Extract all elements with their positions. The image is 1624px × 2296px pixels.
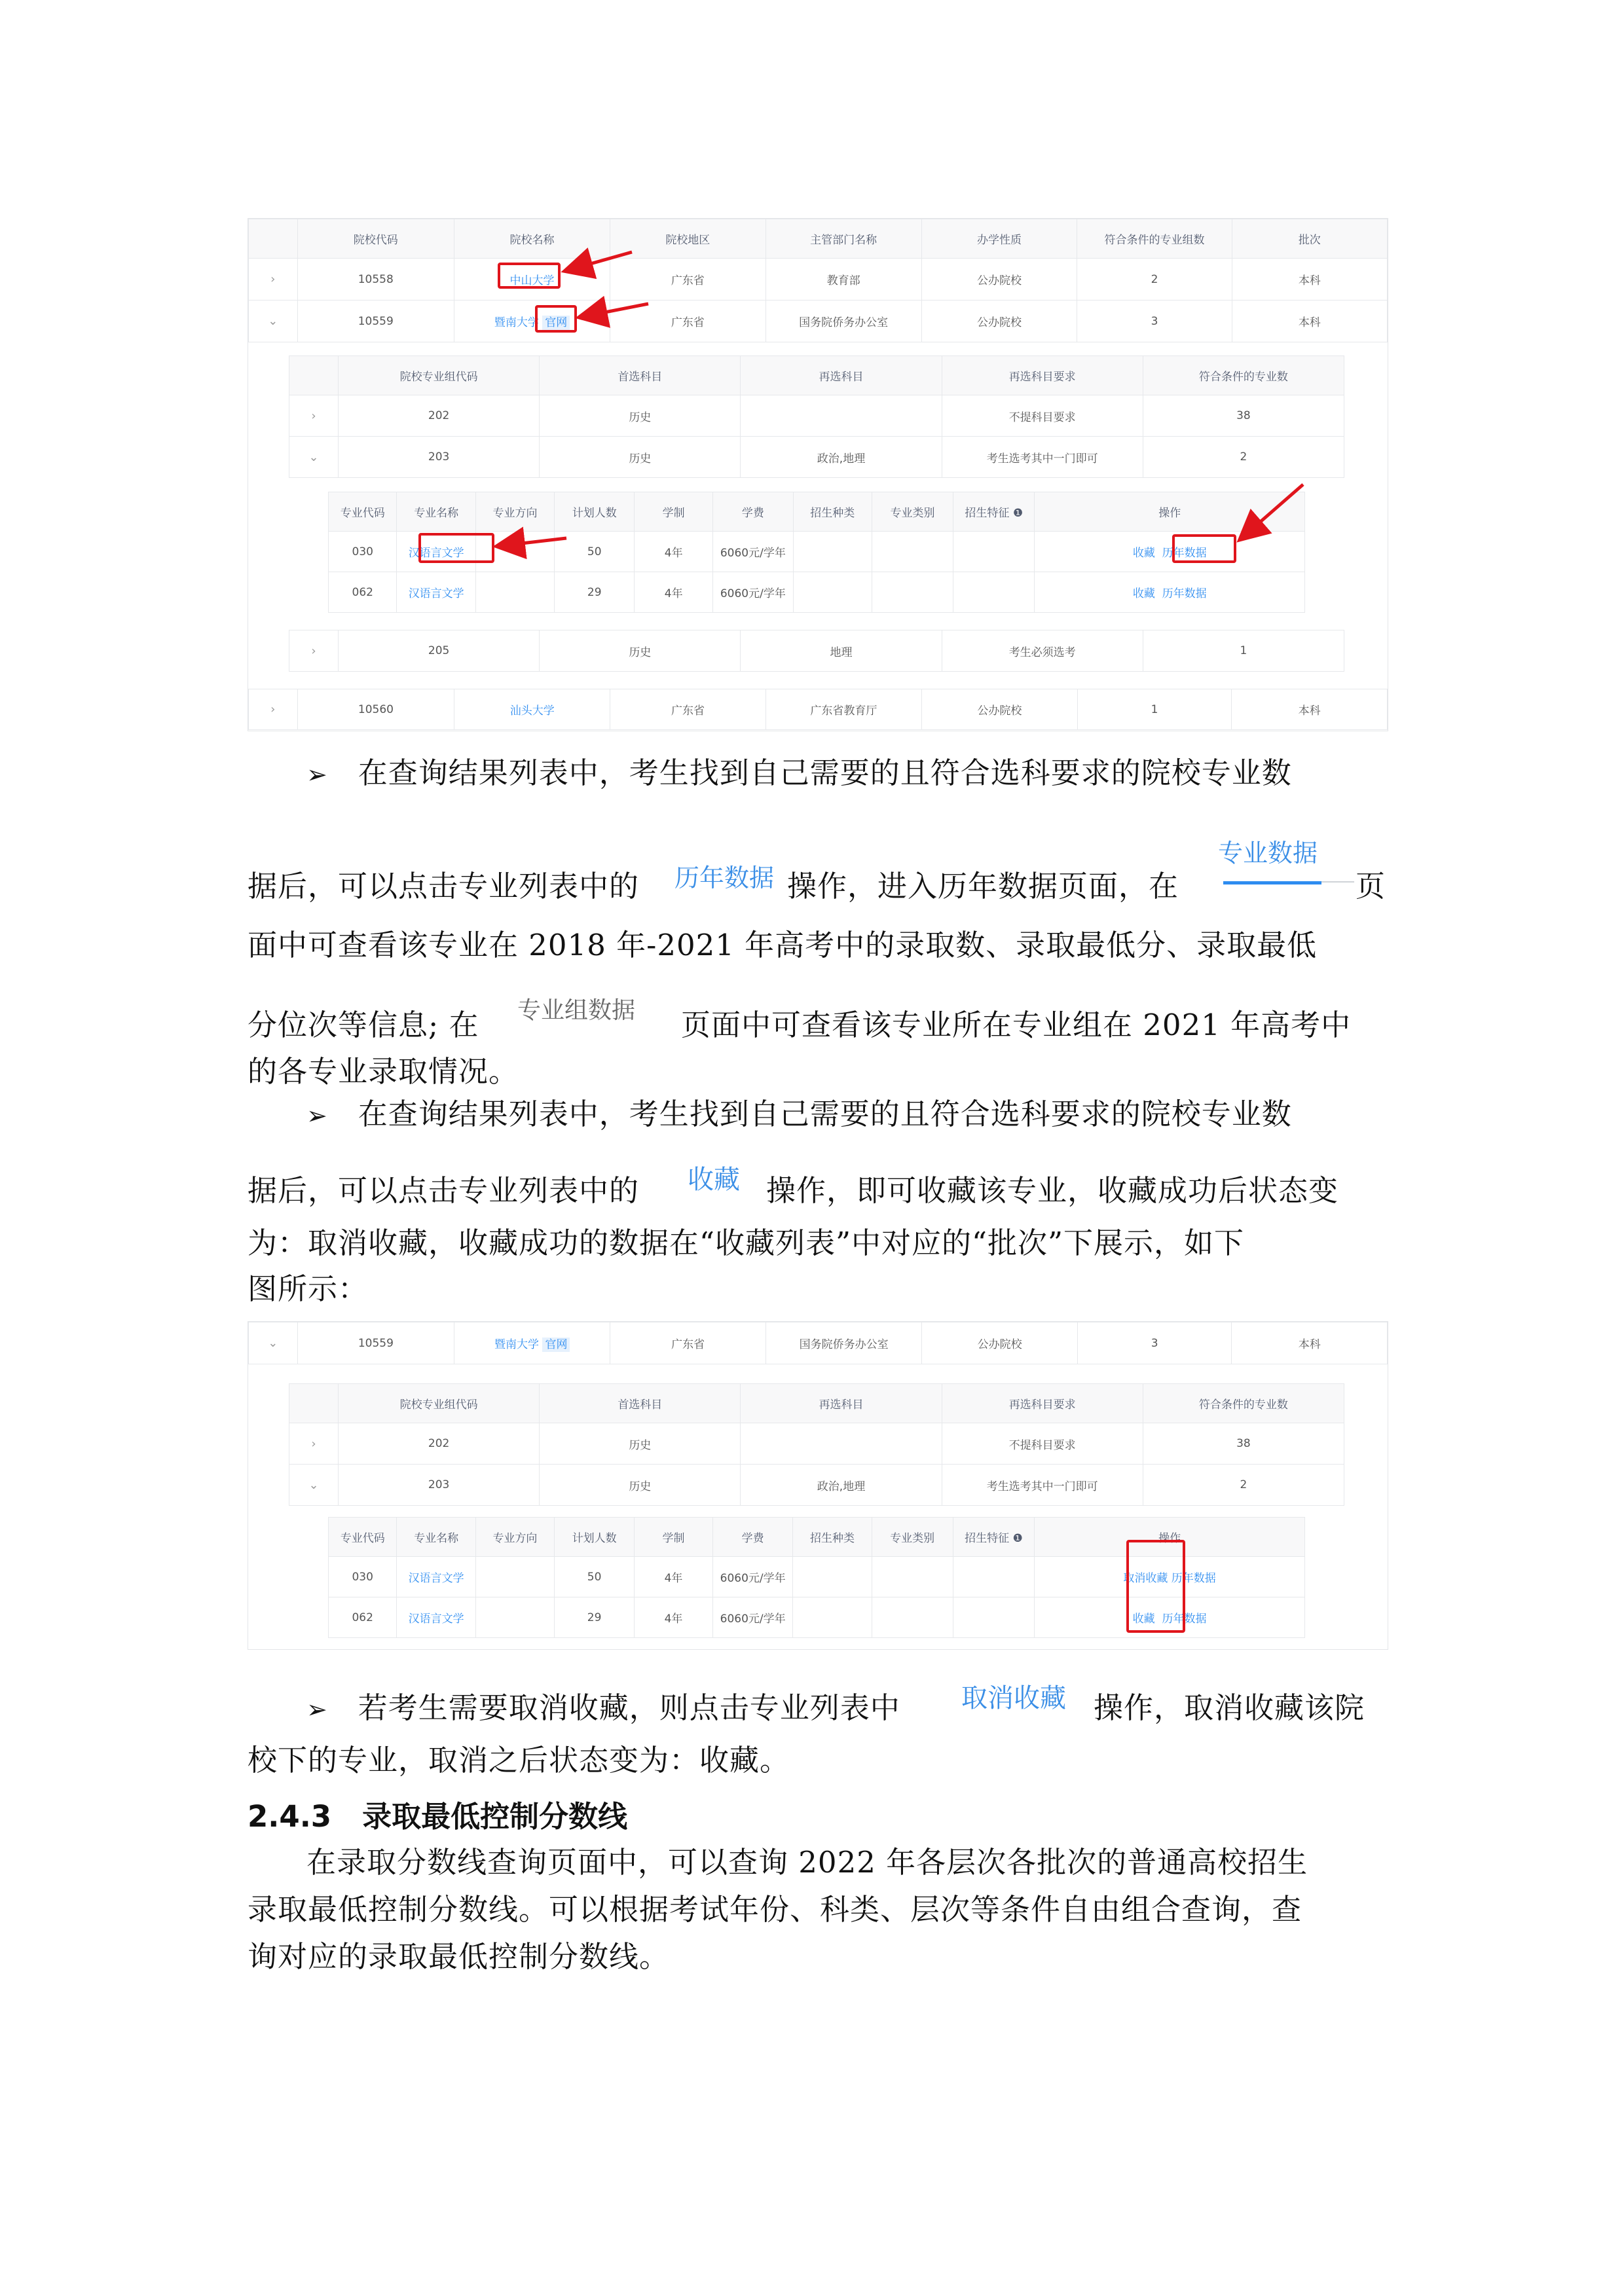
col-header: 符合条件的专业数 <box>1143 1384 1344 1423</box>
major-link[interactable]: 汉语言文学 <box>408 587 464 600</box>
col-header: 操作 <box>1035 492 1305 532</box>
group-count: 3 <box>1077 301 1232 342</box>
col-header: 学费 <box>712 1518 793 1557</box>
major-group-table <box>289 1383 1344 1506</box>
group-code: 203 <box>339 437 540 478</box>
official-site-tag[interactable]: 官网 <box>542 316 570 330</box>
major-data-tab-image <box>1218 833 1318 869</box>
paragraph <box>248 1006 479 1044</box>
department: 教育部 <box>766 259 921 301</box>
chevron-right-icon[interactable]: › <box>311 409 316 423</box>
group-code: 202 <box>339 1423 540 1465</box>
text-line: 操作，进入历年数据页面，在 <box>787 869 1179 903</box>
university-table <box>248 1322 1388 1364</box>
paragraph <box>248 867 639 905</box>
region: 广东省 <box>610 301 766 342</box>
paragraph <box>248 1270 368 1308</box>
col-header: 首选科目 <box>540 356 741 395</box>
major-code: 062 <box>329 572 397 613</box>
col-header: 符合条件的专业数 <box>1143 356 1344 395</box>
subject-requirement: 不提科目要求 <box>942 1423 1143 1465</box>
tab-underline <box>1321 881 1354 883</box>
major-link[interactable]: 汉语言文学 <box>408 547 464 560</box>
school-nature: 公办院校 <box>921 689 1077 730</box>
tab-label: 专业数据 <box>1218 839 1318 867</box>
bullet-arrow-icon: ➢ <box>306 760 328 789</box>
group-code: 203 <box>339 1465 540 1506</box>
university-link[interactable]: 中山大学 <box>509 274 555 287</box>
group-count: 1 <box>1077 689 1231 730</box>
batch: 本科 <box>1232 689 1388 730</box>
text-line: 校下的专业，取消之后状态变为：收藏。 <box>248 1743 790 1777</box>
paragraph <box>306 754 1292 793</box>
major-link[interactable]: 汉语言文学 <box>408 1613 464 1626</box>
col-header: 专业名称 <box>397 492 475 532</box>
favorite-button[interactable]: 收藏 <box>1132 587 1155 600</box>
first-subject: 历史 <box>540 1465 741 1506</box>
paragraph <box>248 1891 1302 1929</box>
arrow-icon <box>499 538 566 546</box>
paragraph <box>248 1172 639 1210</box>
second-subject: 政治,地理 <box>741 1465 942 1506</box>
paragraph <box>248 1938 669 1976</box>
major-count: 1 <box>1143 630 1344 672</box>
major-code: 062 <box>329 1597 397 1638</box>
tuition: 6060元/学年 <box>712 1597 793 1638</box>
text-line: 的各专业录取情况。 <box>248 1054 519 1089</box>
col-header: 院校专业组代码 <box>339 1384 540 1423</box>
col-header: 学费 <box>713 492 794 532</box>
text-line: 在查询结果列表中，考生找到自己需要的且符合选科要求的院校专业数 <box>358 1097 1292 1131</box>
group-code: 202 <box>339 395 540 437</box>
favorite-button[interactable]: 收藏 <box>1132 547 1155 560</box>
plan-count: 50 <box>555 1557 635 1597</box>
col-header: 专业方向 <box>475 1518 554 1557</box>
tuition: 6060元/学年 <box>713 532 794 572</box>
paragraph <box>681 1006 1351 1044</box>
col-header: 再选科目要求 <box>942 356 1143 395</box>
col-header: 专业方向 <box>475 492 554 532</box>
subject-requirement: 考生必须选考 <box>942 630 1143 672</box>
major-count: 2 <box>1143 1465 1344 1506</box>
col-header: 专业名称 <box>397 1518 475 1557</box>
department: 国务院侨务办公室 <box>766 301 921 342</box>
text-line: 页面中可查看该专业所在专业组在 2021 年高考中 <box>681 1008 1352 1042</box>
highlight-box <box>1126 1540 1185 1633</box>
text-line: 页 <box>1356 869 1386 903</box>
region: 广东省 <box>610 259 766 301</box>
query-result-screenshot-2 <box>248 1321 1388 1650</box>
study-years: 4年 <box>635 1557 713 1597</box>
paragraph <box>766 1172 1338 1210</box>
batch: 本科 <box>1232 301 1387 342</box>
col-header: 学制 <box>635 1518 713 1557</box>
paragraph <box>306 1689 900 1728</box>
col-header: 院校代码 <box>297 219 454 259</box>
study-years: 4年 <box>635 572 713 613</box>
university-code: 10558 <box>297 259 454 301</box>
major-group-data-tab-image: 专业组数据 <box>517 997 636 1024</box>
text-line: 询对应的录取最低控制分数线。 <box>248 1939 670 1974</box>
text-line: 为：取消收藏，收藏成功的数据在“收藏列表”中对应的“批次”下展示，如下 <box>248 1226 1245 1260</box>
chevron-down-icon[interactable]: ⌄ <box>268 314 278 328</box>
batch: 本科 <box>1232 259 1387 301</box>
col-header: 再选科目要求 <box>942 1384 1143 1423</box>
paragraph <box>248 926 1317 964</box>
plan-count: 50 <box>555 532 635 572</box>
table-row[interactable] <box>289 1465 1344 1506</box>
batch: 本科 <box>1232 1322 1388 1364</box>
chevron-right-icon[interactable]: › <box>270 272 276 286</box>
university-code: 10560 <box>297 689 454 730</box>
arrow-icon <box>567 252 632 270</box>
col-header: 主管部门名称 <box>766 219 921 259</box>
chevron-right-icon[interactable]: › <box>311 1436 316 1451</box>
text-line: 操作，即可收藏该专业，收藏成功后状态变 <box>766 1173 1339 1208</box>
department: 国务院侨务办公室 <box>766 1322 921 1364</box>
section-heading <box>248 1793 627 1835</box>
chevron-down-icon[interactable]: ⌄ <box>308 450 319 464</box>
university-link[interactable]: 暨南大学 <box>494 316 539 329</box>
text-line: 图所示： <box>248 1271 369 1306</box>
chevron-down-icon[interactable]: ⌄ <box>308 1478 319 1492</box>
arrow-icon <box>581 304 648 317</box>
col-header: 招生种类 <box>793 492 872 532</box>
paragraph <box>248 1224 1244 1262</box>
col-header: 办学性质 <box>921 219 1077 259</box>
table-row[interactable] <box>249 1322 1388 1364</box>
official-site-tag[interactable]: 官网 <box>542 1338 570 1352</box>
col-header: 再选科目 <box>741 1384 942 1423</box>
school-nature: 公办院校 <box>921 301 1077 342</box>
group-count: 2 <box>1077 259 1232 301</box>
study-years: 4年 <box>635 1597 713 1638</box>
col-header: 计划人数 <box>555 1518 635 1557</box>
col-header: 计划人数 <box>555 492 635 532</box>
col-header: 专业代码 <box>329 492 397 532</box>
subject-requirement: 考生选考其中一门即可 <box>942 437 1143 478</box>
col-header: 再选科目 <box>741 356 942 395</box>
university-link[interactable]: 暨南大学 <box>494 1338 540 1351</box>
group-code: 205 <box>339 630 540 672</box>
col-header: 招生特征 ❶ <box>953 1518 1034 1557</box>
paragraph <box>248 1741 790 1779</box>
favorite-button-image: 收藏 <box>688 1165 740 1195</box>
plan-count: 29 <box>555 572 635 613</box>
paragraph <box>248 1053 519 1091</box>
cancel-favorite-button[interactable]: 取消收藏 <box>1123 1572 1168 1585</box>
second-subject: 政治,地理 <box>741 437 942 478</box>
school-nature: 公办院校 <box>922 1322 1078 1364</box>
section-number: 2.4.3 <box>248 1799 332 1834</box>
text-line: 据后，可以点击专业列表中的 <box>248 869 640 903</box>
text-line: 分位次等信息; 在 <box>248 1008 479 1042</box>
second-subject: 地理 <box>741 630 942 672</box>
paragraph <box>787 867 1179 905</box>
col-header: 专业代码 <box>329 1518 397 1557</box>
text-line: 据后，可以点击专业列表中的 <box>248 1173 640 1208</box>
department: 广东省教育厅 <box>766 689 921 730</box>
subject-requirement: 考生选考其中一门即可 <box>942 1465 1143 1506</box>
bullet-arrow-icon: ➢ <box>306 1695 328 1724</box>
cancel-favorite-button-image: 取消收藏 <box>961 1683 1066 1713</box>
col-header: 符合条件的专业组数 <box>1077 219 1232 259</box>
text-line: 若考生需要取消收藏，则点击专业列表中 <box>358 1690 900 1725</box>
col-header: 院校名称 <box>454 219 610 259</box>
university-code: 10559 <box>297 301 454 342</box>
text-line: 在查询结果列表中，考生找到自己需要的且符合选科要求的院校专业数 <box>358 756 1292 790</box>
region: 广东省 <box>610 1322 766 1364</box>
chevron-down-icon[interactable]: ⌄ <box>268 1336 278 1350</box>
chevron-right-icon[interactable]: › <box>270 702 276 716</box>
university-link[interactable]: 汕头大学 <box>509 704 555 718</box>
major-link[interactable]: 汉语言文学 <box>408 1572 464 1585</box>
second-subject <box>741 1423 942 1465</box>
col-header: 专业类别 <box>872 492 953 532</box>
tuition: 6060元/学年 <box>713 572 794 613</box>
school-nature: 公办院校 <box>921 259 1077 301</box>
history-data-button[interactable]: 历年数据 <box>1162 547 1207 560</box>
first-subject: 历史 <box>540 395 741 437</box>
history-data-button[interactable]: 历年数据 <box>1171 1572 1216 1585</box>
col-header: 院校地区 <box>610 219 766 259</box>
study-years: 4年 <box>635 532 713 572</box>
chevron-right-icon[interactable]: › <box>311 644 316 658</box>
tuition: 6060元/学年 <box>712 1557 793 1597</box>
text-line: 在录取分数线查询页面中，可以查询 2022 年各层次各批次的普通高校招生 <box>306 1845 1308 1880</box>
col-header: 操作 <box>1035 1518 1305 1557</box>
region: 广东省 <box>610 689 766 730</box>
text-line: 面中可查看该专业在 2018 年-2021 年高考中的录取数、录取最低分、录取最低 <box>248 928 1318 962</box>
favorite-button[interactable]: 收藏 <box>1132 1613 1155 1626</box>
section-title: 录取最低控制分数线 <box>362 1799 628 1834</box>
group-count: 3 <box>1078 1322 1232 1364</box>
col-header: 院校专业组代码 <box>339 356 540 395</box>
major-count: 38 <box>1143 395 1344 437</box>
paragraph <box>1094 1689 1365 1727</box>
paragraph <box>1356 867 1386 905</box>
history-data-button-image: 历年数据 <box>674 864 775 892</box>
subject-requirement: 不提科目要求 <box>942 395 1143 437</box>
history-data-button[interactable]: 历年数据 <box>1162 587 1207 600</box>
col-header: 招生特征 ❶ <box>953 492 1035 532</box>
text-line: 操作，取消收藏该院 <box>1094 1690 1365 1725</box>
major-count: 38 <box>1143 1423 1344 1465</box>
col-header: 专业类别 <box>872 1518 953 1557</box>
major-code: 030 <box>329 1557 397 1597</box>
table-row[interactable] <box>289 1423 1344 1465</box>
col-header: 首选科目 <box>540 1384 741 1423</box>
first-subject: 历史 <box>540 437 741 478</box>
first-subject: 历史 <box>540 1423 741 1465</box>
history-data-button[interactable]: 历年数据 <box>1162 1613 1207 1626</box>
university-code: 10559 <box>297 1322 454 1364</box>
major-count: 2 <box>1143 437 1344 478</box>
paragraph <box>306 1844 1308 1882</box>
col-header: 批次 <box>1232 219 1387 259</box>
first-subject: 历史 <box>540 630 741 672</box>
paragraph <box>306 1095 1292 1135</box>
tab-underline <box>1223 881 1321 884</box>
text-line: 录取最低控制分数线。可以根据考试年份、科类、层次等条件自由组合查询，查 <box>248 1892 1302 1927</box>
bullet-arrow-icon: ➢ <box>306 1101 328 1130</box>
plan-count: 29 <box>555 1597 635 1638</box>
major-code: 030 <box>329 532 397 572</box>
col-header: 学制 <box>635 492 713 532</box>
col-header: 招生种类 <box>793 1518 872 1557</box>
arrow-icon <box>1242 484 1303 538</box>
